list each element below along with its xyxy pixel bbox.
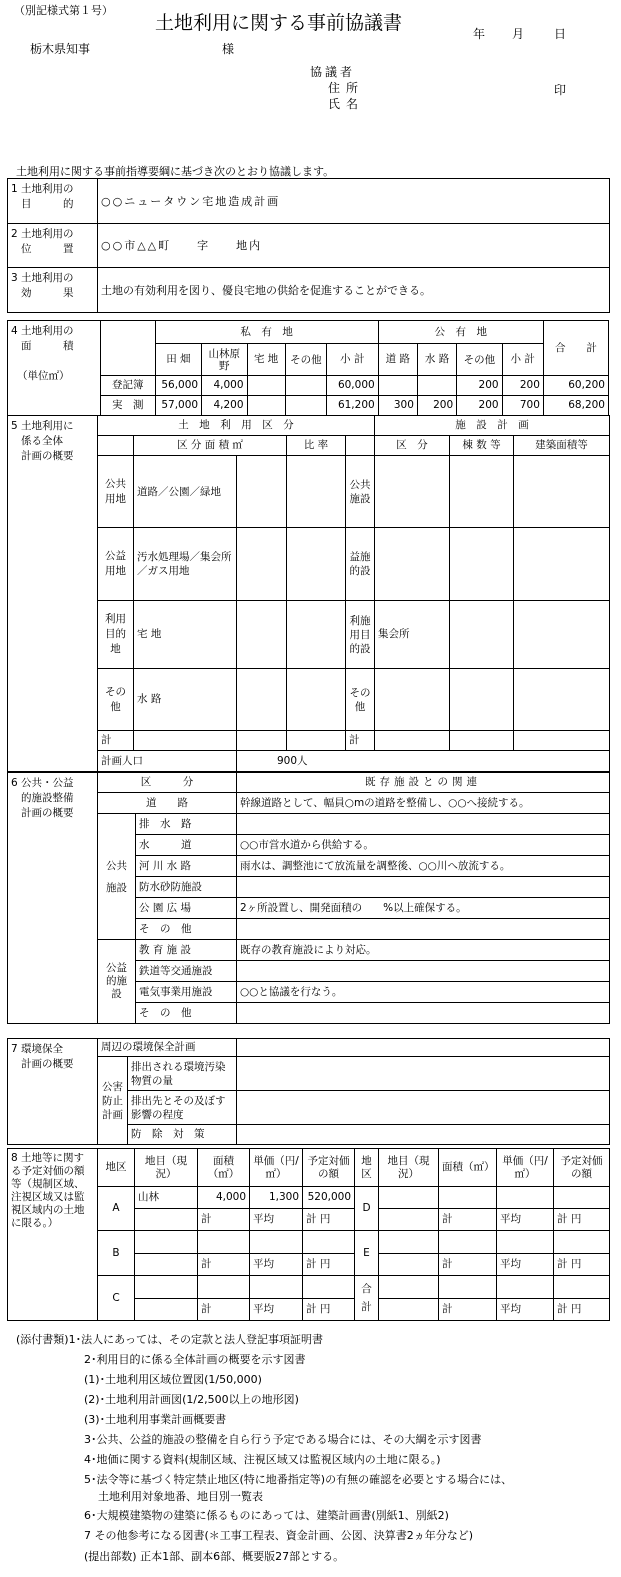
- row-label: 実 測: [100, 396, 155, 416]
- footnote: (2)･土地利用計画図(1/2,500以上の地形図): [84, 1393, 299, 1406]
- cell: 60,200: [543, 376, 608, 396]
- district-e: E: [355, 1231, 379, 1276]
- sum-label: 計: [439, 1209, 497, 1231]
- intro-text: 土地利用に関する事前指導要綱に基づき次のとおり協議します。: [16, 165, 335, 178]
- facility-name: その他: [346, 669, 375, 731]
- section-3-label: 3 土地利用の 効 果: [8, 268, 98, 313]
- sum-label: 計: [198, 1299, 250, 1321]
- footnote: 6･大規模建築物の建築に係るものにあっては、建築計画書(別紙1、別紙2): [84, 1509, 449, 1522]
- pollution-item: 排出される環境汚染物質の量: [128, 1057, 237, 1091]
- col-district-right: 地区: [355, 1149, 379, 1187]
- col-waterway: 水 路: [417, 344, 456, 376]
- cell: 200: [502, 376, 543, 396]
- page-title: 土地利用に関する事前協議書: [155, 12, 403, 34]
- group-name: 公益用地: [98, 528, 134, 601]
- cell: [285, 376, 326, 396]
- cell: 4,200: [202, 396, 247, 416]
- col-unit-price-right: 単価（円/㎡）: [497, 1149, 554, 1187]
- cell: 68,200: [543, 396, 608, 416]
- cell: 200: [417, 396, 456, 416]
- col-relation: 既存施設との関連: [237, 773, 610, 793]
- facility-value: 雨水は、調整池にて放流量を調整後、○○川へ放流する。: [237, 856, 610, 877]
- yen-label: 計 円: [303, 1299, 355, 1321]
- cell: 200: [457, 376, 502, 396]
- district-b: B: [98, 1231, 135, 1276]
- sections-1-3: [7, 178, 610, 313]
- section-7-label: 7 環境保全 計画の概要: [8, 1039, 98, 1145]
- facility-items: [375, 669, 450, 731]
- district-a-row: [8, 1187, 610, 1209]
- group-items: 水 路: [134, 669, 237, 731]
- col-ratio: 比 率: [287, 436, 346, 456]
- facility-items: [375, 456, 450, 528]
- section-2-label: 2 土地利用の 位 置: [8, 224, 98, 268]
- col-rice-field: 田 畑: [155, 344, 201, 376]
- facility-name: 益施的設: [346, 528, 375, 601]
- honorific: 様: [222, 42, 235, 56]
- facility-name: 水 道: [136, 835, 237, 856]
- footnote: 3･公共、公益的施設の整備を自ら行う予定である場合には、その大綱を示す図書: [84, 1433, 482, 1446]
- group-name: 利用目的地: [98, 601, 134, 669]
- population-label: 計画人口: [98, 751, 237, 772]
- name-label: 氏名: [328, 97, 365, 111]
- footnote: 5･法令等に基づく特定禁止地区(特に地番指定等)の有無の確認を必要とする場合には、: [84, 1473, 513, 1486]
- sum-label: 計: [198, 1254, 250, 1276]
- group-benefit-land: [8, 528, 610, 601]
- col-residential: 宅 地: [247, 344, 285, 376]
- section-3-row: [8, 268, 610, 313]
- group-items: 道路／公園／緑地: [134, 456, 237, 528]
- section-5-plan-table: [7, 415, 610, 772]
- sum-label: 計: [439, 1254, 497, 1276]
- facility-name: 利施用目的設: [346, 601, 375, 669]
- col-public-subtotal: 小 計: [502, 344, 543, 376]
- col-forest: 山林原野: [202, 344, 247, 376]
- cell: [247, 376, 285, 396]
- footnote: (提出部数) 正本1部、副本6部、概要版27部とする。: [84, 1550, 345, 1563]
- seal-mark: 印: [554, 83, 567, 97]
- yen-label: 計 円: [554, 1299, 610, 1321]
- facility-value: 既存の教育施設により対応。: [237, 940, 610, 961]
- facility-value: ○○と協議を行なう。: [237, 982, 610, 1003]
- col-road: 道 路: [378, 344, 417, 376]
- effect-value: 土地の有効利用を図り、優良宅地の供給を促進することができる。: [98, 268, 610, 313]
- facility-name: 教 育 施 設: [136, 940, 237, 961]
- a-amount: 520,000: [303, 1187, 355, 1209]
- section-8-price-table: [7, 1148, 610, 1321]
- facility-items: [375, 528, 450, 601]
- group-items: 汚水処理場／集会所／ガス用地: [134, 528, 237, 601]
- group-other-land: [8, 669, 610, 731]
- col-area: 面積（㎡）: [198, 1149, 250, 1187]
- facility-name: 電気事業用施設: [136, 982, 237, 1003]
- facility-value: [237, 877, 610, 898]
- sum-label: 計: [198, 1209, 250, 1231]
- col-count: 棟 数 等: [450, 436, 514, 456]
- footnote: (3)･土地利用事業計画概要書: [84, 1413, 227, 1426]
- facility-plan-header: 施 設 計 画: [375, 416, 610, 436]
- purpose-value: ○○ニュータウン宅地造成計画: [98, 179, 610, 224]
- col-area-right: 面積（㎡）: [439, 1149, 497, 1187]
- facility-name: 鉄道等交通施設: [136, 961, 237, 982]
- a-unit-price: 1,300: [250, 1187, 303, 1209]
- group-use-land: [8, 601, 610, 669]
- footnote: 4･地価に関する資料(規制区域、注視区域又は監視区域内の土地に限る。): [84, 1453, 441, 1466]
- col-unit-price: 単価（円/㎡）: [250, 1149, 303, 1187]
- public-facilities-label: 公共施設: [98, 814, 136, 940]
- col-area: 区 分 面 積 ㎡: [134, 436, 287, 456]
- section-4-area-table: [7, 320, 609, 416]
- col-district: 地区: [98, 1149, 135, 1187]
- avg-label: 平均: [250, 1209, 303, 1231]
- cell: 56,000: [155, 376, 201, 396]
- cell: [285, 396, 326, 416]
- yen-label: 計 円: [554, 1209, 610, 1231]
- public-land-header: 公 有 地: [378, 321, 543, 344]
- form-number: （別記様式第１号）: [14, 4, 113, 17]
- private-land-header: 私 有 地: [155, 321, 378, 344]
- facility-name: そ の 他: [136, 919, 237, 940]
- section-8-label: 8 土地等に関する予定対価の額等（規制区域、注視区域又は監視区域内の土地に限る。）: [8, 1149, 98, 1321]
- facility-value: [237, 919, 610, 940]
- facility-name: そ の 他: [136, 1003, 237, 1024]
- facility-value: [237, 814, 610, 835]
- footnote: 2･利用目的に係る全体計画の概要を示す図書: [84, 1353, 306, 1366]
- total-label: 計: [98, 731, 134, 751]
- col-category: 区 分: [98, 773, 237, 793]
- yen-label: 計 円: [303, 1254, 355, 1276]
- col-land-type: 地目（現況）: [135, 1149, 198, 1187]
- avg-label: 平均: [250, 1299, 303, 1321]
- road-value: 幹線道路として、幅員○mの道路を整備し、○○へ接続する。: [237, 793, 610, 814]
- cell: 200: [457, 396, 502, 416]
- facility-value: [237, 1003, 610, 1024]
- road-label: 道 路: [98, 793, 237, 814]
- district-a: A: [98, 1187, 135, 1231]
- location-value: ○○市△△町 字 地内: [98, 224, 610, 268]
- grand-total-header: 合 計: [543, 321, 608, 376]
- addressee: 栃木県知事: [30, 42, 91, 56]
- facility-value: ○○市営水道から供給する。: [237, 835, 610, 856]
- col-building-area: 建築面積等: [514, 436, 610, 456]
- cell: 57,000: [155, 396, 201, 416]
- section-5-label: 5 土地利用に 係る全体 計画の概要: [8, 416, 98, 772]
- date-day: 日: [554, 27, 567, 41]
- env-plan-label: 周辺の環境保全計画: [98, 1039, 237, 1057]
- section-6-facility-table: [7, 772, 610, 1024]
- footnote: 土地利用対象地番、地目別一覧表: [98, 1490, 263, 1503]
- avg-label: 平均: [497, 1254, 554, 1276]
- col-land-type-right: 地目（現況）: [379, 1149, 439, 1187]
- col-private-subtotal: 小 計: [327, 344, 379, 376]
- land-use-header: 土 地 利 用 区 分: [98, 416, 375, 436]
- col-private-other: その他: [285, 344, 326, 376]
- facility-total-label: 計: [346, 731, 375, 751]
- group-public-land: [8, 456, 610, 528]
- yen-label: 計 円: [554, 1254, 610, 1276]
- section-1-label: 1 土地利用の 目 的: [8, 179, 98, 224]
- cell: [378, 376, 417, 396]
- applicant-title: 協議者: [310, 65, 356, 79]
- date-year: 年: [473, 27, 486, 41]
- col-amount: 予定対価の額: [303, 1149, 355, 1187]
- district-c: C: [98, 1276, 135, 1321]
- date-month: 月: [512, 27, 525, 41]
- facility-name: 排 水 路: [136, 814, 237, 835]
- facility-name: 公共施設: [346, 456, 375, 528]
- pollution-item: 排出先とその及ぼす影響の程度: [128, 1091, 237, 1125]
- total-row: [8, 731, 610, 751]
- avg-label: 平均: [497, 1209, 554, 1231]
- sum-label: 計: [439, 1299, 497, 1321]
- section-6-label: 6 公共・公益 的施設整備 計画の概要: [8, 773, 98, 1024]
- facility-name: 河 川 水 路: [136, 856, 237, 877]
- col-amount-right: 予定対価の額: [554, 1149, 610, 1187]
- group-name: 公共用地: [98, 456, 134, 528]
- pollution-label: 公害防止計画: [98, 1057, 128, 1145]
- section-1-row: [8, 179, 610, 224]
- cell: [247, 396, 285, 416]
- group-items: 宅 地: [134, 601, 237, 669]
- benefit-facilities-label: 公益的施設: [98, 940, 136, 1024]
- col-public-other: その他: [457, 344, 502, 376]
- yen-label: 計 円: [303, 1209, 355, 1231]
- population-row: [8, 751, 610, 772]
- district-d: D: [355, 1187, 379, 1231]
- address-label: 住所: [328, 81, 365, 95]
- section-2-row: [8, 224, 610, 268]
- footnote: (添付書類)1･法人にあっては、その定款と法人登記事項証明書: [16, 1333, 323, 1346]
- cell: 61,200: [327, 396, 379, 416]
- facility-value: [237, 961, 610, 982]
- facility-name: 公 園 広 場: [136, 898, 237, 919]
- footnote: 7 その他参考になる図書(＊工事工程表、資金計画、公図、決算書2ヵ年分など): [84, 1529, 474, 1542]
- avg-label: 平均: [250, 1254, 303, 1276]
- a-land-type: 山林: [135, 1187, 198, 1209]
- facility-items: 集会所: [375, 601, 450, 669]
- cell: 700: [502, 396, 543, 416]
- cell: [417, 376, 456, 396]
- district-total: 合計: [355, 1276, 379, 1321]
- section-4-label: 4 土地利用の 面 積 （単位㎡）: [8, 321, 101, 416]
- a-area: 4,000: [198, 1187, 250, 1209]
- section-7-env-table: [7, 1038, 610, 1145]
- population-value: 900人: [237, 751, 610, 772]
- cell: 60,000: [327, 376, 379, 396]
- group-name: その他: [98, 669, 134, 731]
- pollution-item: 防 除 対 策: [128, 1125, 237, 1145]
- facility-name: 防水砂防施設: [136, 877, 237, 898]
- cell: 300: [378, 396, 417, 416]
- facility-value: 2ヶ所設置し、開発面積の %以上確保する。: [237, 898, 610, 919]
- footnote: (1)･土地利用区域位置図(1/50,000): [84, 1373, 262, 1386]
- col-class: 区 分: [375, 436, 450, 456]
- cell: 4,000: [202, 376, 247, 396]
- avg-label: 平均: [497, 1299, 554, 1321]
- row-label: 登記簿: [100, 376, 155, 396]
